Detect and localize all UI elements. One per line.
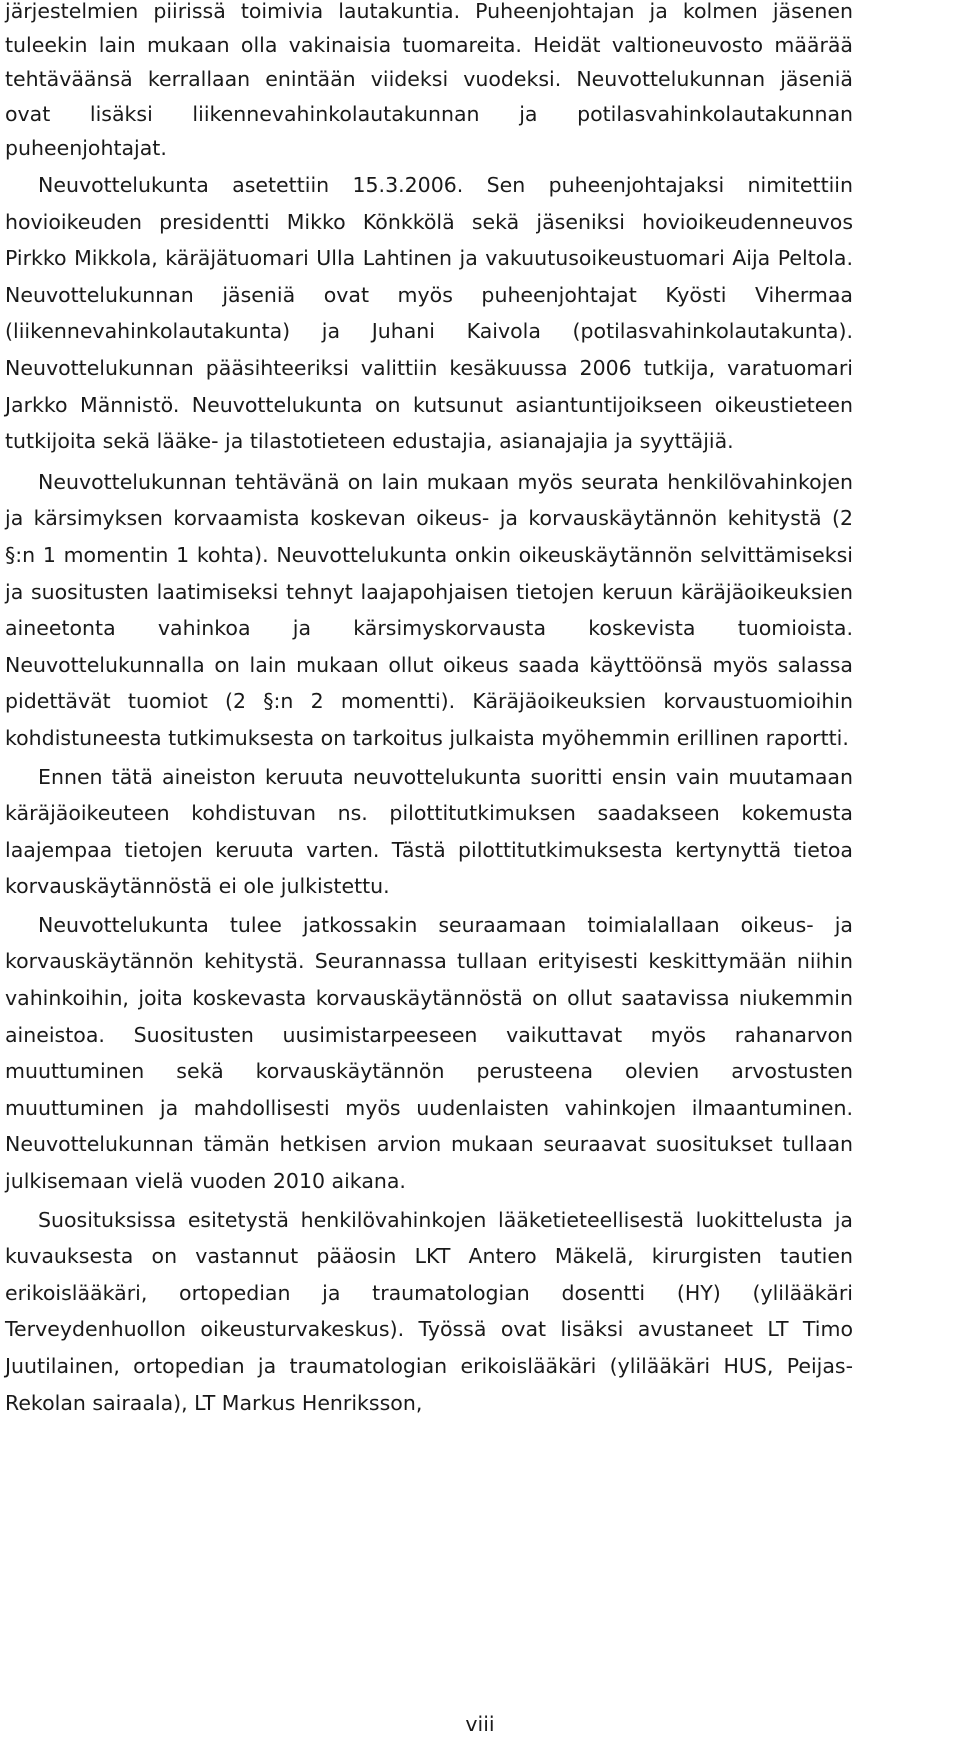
paragraph-2: Neuvottelukunta asetettiin 15.3.2006. Sen puheenjohtajaksi nimitettiin hovioikeuden presidentti Mikko Könkkölä sekä jäseniksi hovioikeudenneuvos Pirkko Mikkola, käräjätuomari Ulla Lahtinen ja vakuutusoikeustuomari Aija Peltola. Neuvottelukunnan jäseniä ovat myös puheenjohtajat Kyösti Vihermaa (liikennevahinkolautakunta) ja Juhani Kaivola (potilasvahinkolautakunta). Neuvottelukunnan pääsihteeriksi valittiin kesäkuussa 2006 tutkija, varatuomari Jarkko Männistö. Neuvottelukunta on kutsunut asiantuntijoikseen oikeustieteen tutkijoita sekä lääke- ja tilastotieteen edustajia, asianajajia ja syyttäjiä. (5, 173, 853, 454)
paragraph-1: järjestelmien piirissä toimivia lautakuntia. Puheenjohtajan ja kolmen jäsenen tuleekin lain mukaan olla vakinaisia tuomareita. Heidät valtioneuvosto määrää tehtäväänsä kerrallaan enintään viideksi vuodeksi. Neuvottelukunnan jäseniä ovat lisäksi liikennevahinkolautakunnan ja potilasvahinkolautakunnan puheenjohtajat. (5, 0, 853, 160)
page-number: viii (465, 1712, 495, 1736)
paragraph-5: Neuvottelukunta tulee jatkossakin seuraamaan toimialallaan oikeus- ja korvauskäytännön kehitystä. Seurannassa tullaan erityisesti keskittymään niihin vahinkoihin, joita koskevasta korvauskäytännöstä on ollut saatavissa niukemmin aineistoa. Suositusten uusimistarpeeseen vaikuttavat myös rahanarvon muuttuminen sekä korvauskäytännön perusteena olevien arvostusten muuttuminen ja mahdollisesti myös uudenlaisten vahinkojen ilmaantuminen. Neuvottelukunnan tämän hetkisen arvion mukaan seuraavat suositukset tullaan julkisemaan vielä vuoden 2010 aikana. (5, 912, 853, 1194)
body-text (5, 0, 853, 1421)
paragraph-4: Ennen tätä aineiston keruuta neuvottelukunta suoritti ensin vain muutamaan käräjäoikeuteen kohdistuvan ns. pilottitutkimuksen saadakseen kokemusta laajempaa tietojen keruuta varten. Tästä pilottitutkimuksesta kertynyttä tietoa korvauskäytännöstä ei ole julkistettu. (5, 764, 853, 899)
paragraph-3: Neuvottelukunnan tehtävänä on lain mukaan myös seurata henkilövahinkojen ja kärsimyksen korvaamista koskevan oikeus- ja korvauskäytännön kehitystä (2 §:n 1 momentin 1 kohta). Neuvottelukunta onkin oikeuskäytännön selvittämiseksi ja suositusten laatimiseksi tehnyt laajapohjaisen tietojen keruun käräjäoikeuksien aineetonta vahinkoa ja kärsimyskorvausta koskevista tuomioista. Neuvottelukunnalla on lain mukaan ollut oikeus saada käyttöönsä myös salassa pidettävät tuomiot (2 §:n 2 momentti). Käräjäoikeuksien korvaustuomioihin kohdistuneesta tutkimuksesta on tarkoitus julkaista myöhemmin erillinen raportti. (5, 469, 853, 750)
paragraph-6: Suosituksissa esitetystä henkilövahinkojen lääketieteellisestä luokittelusta ja kuvauksesta on vastannut pääosin LKT Antero Mäkelä, kirurgisten tautien erikoislääkäri, ortopedian ja traumatologian dosentti (HY) (ylilääkäri Terveydenhuollon oikeusturvakeskus). Työssä ovat lisäksi avustaneet LT Timo Juutilainen, ortopedian ja traumatologian erikoislääkäri (ylilääkäri HUS, Peijas-Rekolan sairaala), LT Markus Henriksson, (5, 1207, 853, 1415)
